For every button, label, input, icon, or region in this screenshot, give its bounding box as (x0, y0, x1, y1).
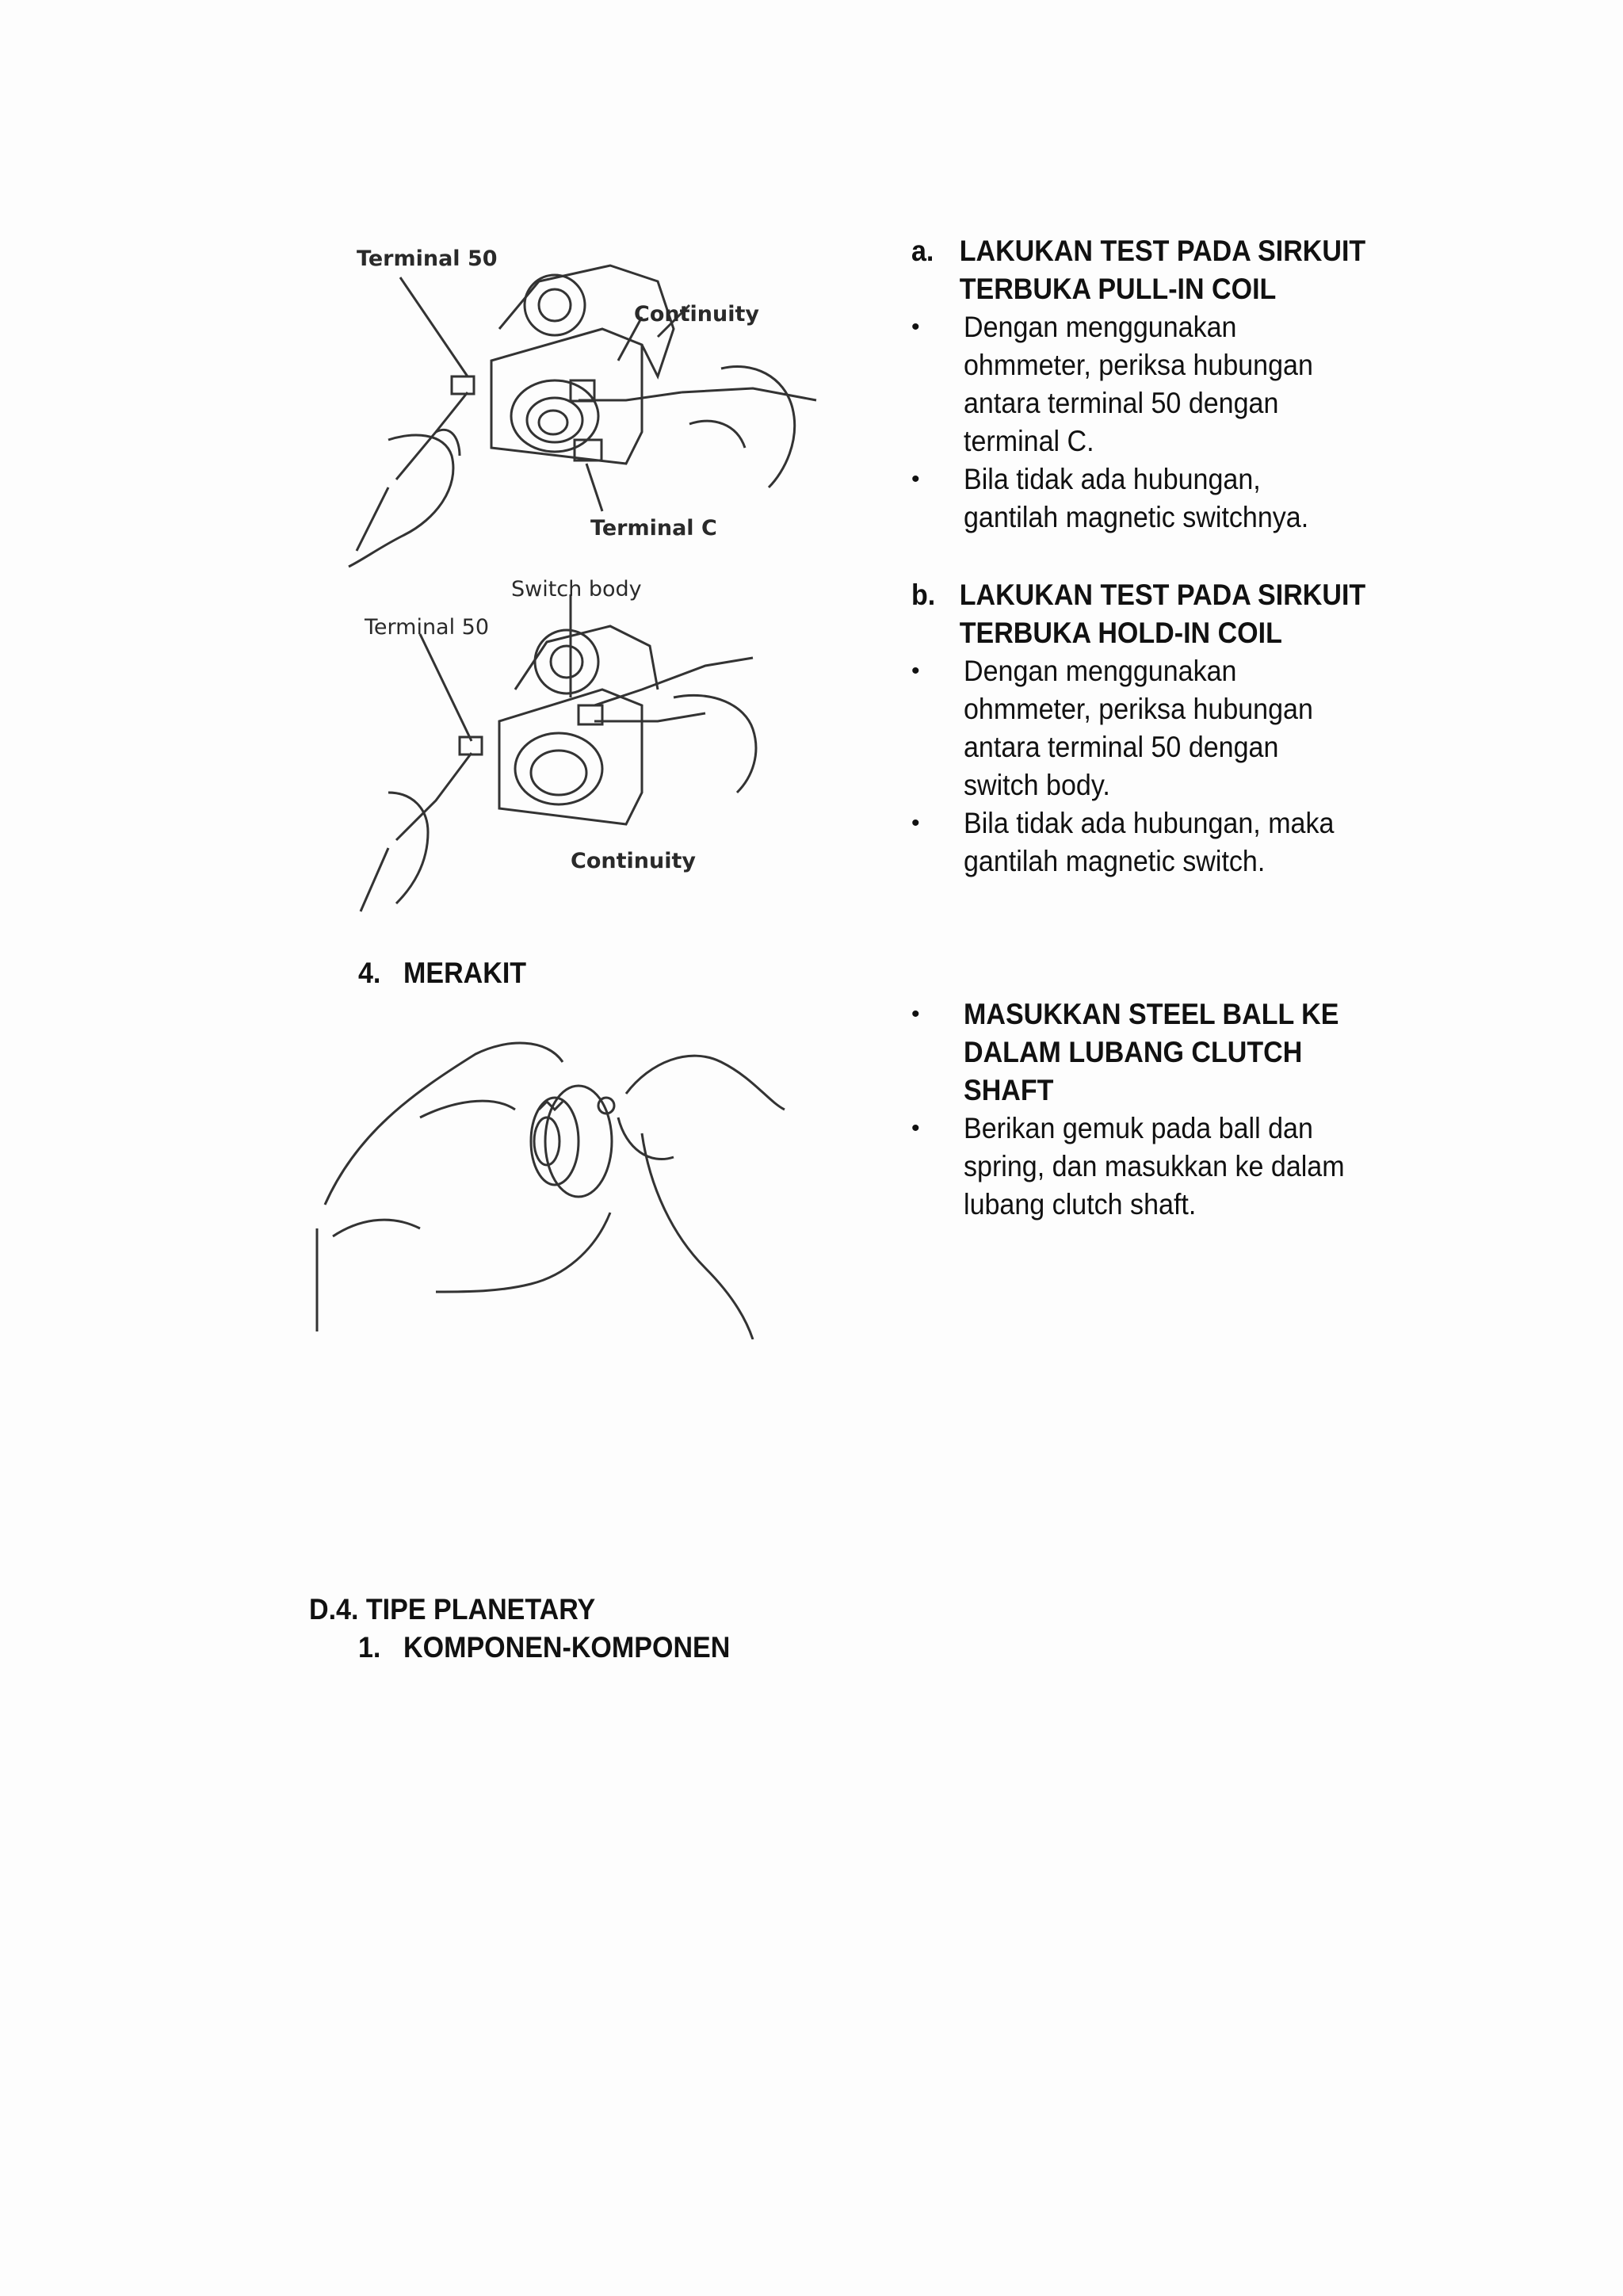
bullet-icon: • (911, 466, 920, 492)
section-a-heading-row (911, 232, 1392, 308)
figure-pull-in-coil-test (341, 234, 848, 575)
figure-hold-in-coil-test (341, 571, 848, 919)
bullet-icon: • (911, 314, 920, 340)
fig2-label-switch-body: Switch body (511, 577, 642, 602)
section-d4-item-1-title: KOMPONEN-KOMPONEN (403, 1631, 731, 1664)
section-steel-ball-bullet-2 (911, 1110, 1387, 1224)
section-b-heading: LAKUKAN TEST PADA SIRKUIT TERBUKA HOLD-IN COIL (959, 579, 1366, 649)
section-a-marker: a. (911, 235, 934, 267)
fig1-label-continuity: Continuity (634, 302, 759, 327)
bullet-icon: • (911, 658, 920, 684)
bullet-icon: • (911, 810, 920, 836)
section-steel-ball-bullet-1 (911, 995, 1387, 1110)
section-b-bullet-1-text: Dengan menggunakan ohmmeter, periksa hubungan antara terminal 50 dengan switch body. (964, 655, 1313, 801)
section-d4-item-1 (358, 1631, 730, 1664)
section-a-bullet-2-text: Bila tidak ada hubungan, gantilah magnetic switchnya. (964, 463, 1309, 533)
section-b-heading-row (911, 576, 1392, 652)
steel-ball-illustration (309, 1030, 848, 1339)
section-b-bullet-1 (911, 652, 1387, 804)
bullet-icon: • (911, 1001, 920, 1027)
hold-in-coil-illustration (341, 571, 848, 919)
fig2-label-continuity: Continuity (571, 849, 696, 873)
step-4-number: 4. (358, 957, 381, 989)
fig1-label-terminal-50: Terminal 50 (357, 246, 498, 271)
section-b-bullet-2 (911, 804, 1387, 881)
section-d4-title: D.4. TIPE PLANETARY (309, 1593, 596, 1626)
section-b-hold-in-coil (911, 576, 1387, 881)
section-steel-ball (911, 995, 1387, 1224)
section-b-marker: b. (911, 579, 936, 611)
figure-insert-steel-ball (309, 1030, 848, 1339)
section-steel-ball-bullet-2-text: Berikan gemuk pada ball dan spring, dan masukkan ke dalam lubang clutch shaft. (964, 1112, 1345, 1221)
bullet-icon: • (911, 1115, 920, 1141)
fig2-label-terminal-50: Terminal 50 (365, 615, 490, 640)
step-4-heading (358, 957, 526, 990)
section-d4-item-1-number: 1. (358, 1631, 381, 1664)
section-a-heading: LAKUKAN TEST PADA SIRKUIT TERBUKA PULL-IN COIL (959, 235, 1366, 305)
section-a-pull-in-coil (911, 232, 1387, 537)
section-steel-ball-bullet-1-text: MASUKKAN STEEL BALL KE DALAM LUBANG CLUTCH SHAFT (964, 998, 1339, 1106)
section-a-bullet-1 (911, 308, 1387, 460)
section-b-bullet-2-text: Bila tidak ada hubungan, maka gantilah magnetic switch. (964, 807, 1335, 877)
step-4-title: MERAKIT (403, 957, 527, 989)
fig1-label-terminal-c: Terminal C (590, 516, 717, 541)
section-a-bullet-2 (911, 460, 1387, 537)
section-a-bullet-1-text: Dengan menggunakan ohmmeter, periksa hubungan antara terminal 50 dengan terminal C. (964, 311, 1313, 457)
pull-in-coil-illustration (341, 234, 848, 575)
